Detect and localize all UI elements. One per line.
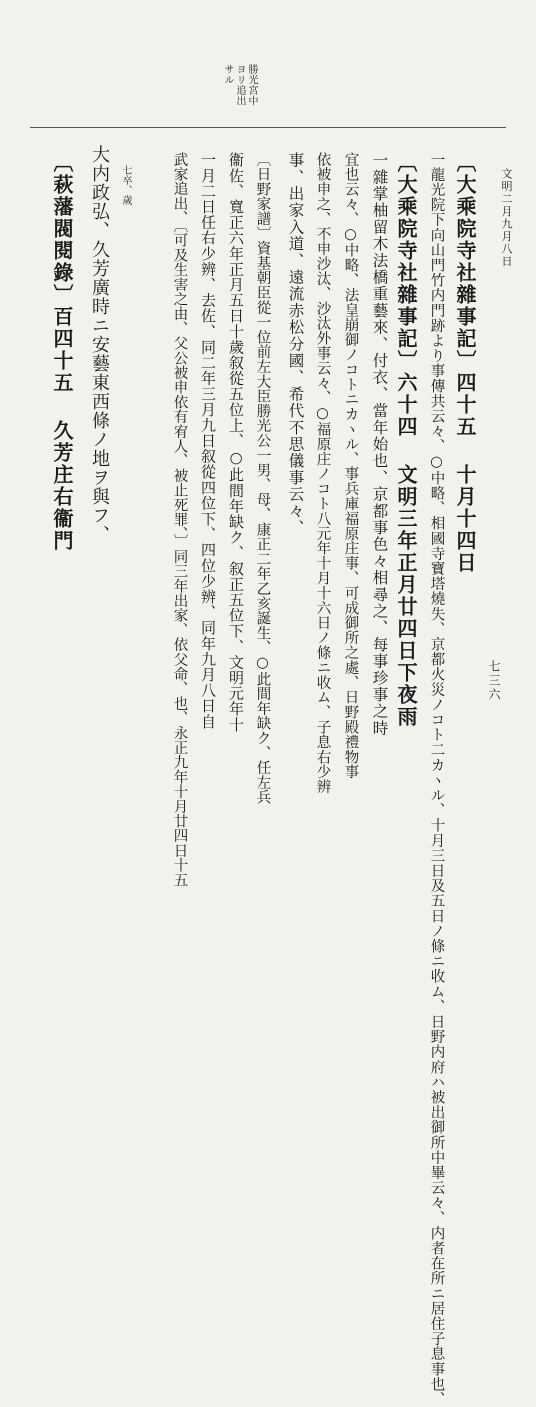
- text-column-2: 一龍光院下向山門竹内門跡より事傳共云々、○中略、相國寺寶塔燒失、京都火災ノコト二カヽル、十月三日及五日ノ條ニ收ム、日野内府ハ被出御所中畢云々、内者在所ニ居住子息事也、: [428, 152, 445, 1407]
- header-rule: [30, 127, 506, 128]
- head-note-line-1: 勝光宮中: [246, 64, 257, 106]
- source-title-2: 〔大乘院寺社雜事記〕六十四 文明三年正月廿四日下夜雨: [394, 152, 418, 728]
- text-column-11: 武家追出、〔可及生害之由、父公被申依有宥人、被止死罪、〕同三年出家、依父命、也、永正九年十月廿四日十五: [171, 152, 188, 888]
- header-date: 文明二月九月八日: [500, 168, 513, 268]
- head-note-line-2: ヨリ追出: [234, 64, 245, 106]
- text-column-5: 宜也云々、○中略、法皇崩御ノコトニカヽル、事兵庫福原庄事、可成御所之處、日野殿禮物事: [342, 152, 359, 780]
- text-column-10: 一月二日任右少辨、去佐、同二年三月九日叙從四位下、四位少辨、同年九月八日自: [199, 152, 217, 730]
- text-column-4: 一雜掌柚留木法橋重藝來、付衣、當年始也、京都事色々相尋之、每事珍事之時: [370, 152, 389, 737]
- text-column-9: 衞佐、寬正六年正月五日十歲叙從五位上、○此間年缺ク、叙正五位下、文明元年十: [227, 152, 245, 733]
- text-column-7: 事、出家入道、遠流赤松分國、希代不思儀事云々、: [286, 152, 305, 537]
- text-column-6: 依被申之、不申沙汰、沙汰外事云々、○福原庄ノコト八元年十月十六日ノ條ニ收ム、子息右少辨: [314, 152, 331, 795]
- head-note-line-3: サル: [222, 64, 233, 85]
- source-title-1: 〔大乘院寺社雜事記〕四十五 十月十四日: [453, 152, 477, 574]
- page-number: 七三六: [487, 660, 501, 702]
- source-title-3: 〔萩藩閥閱錄〕百四十五 久芳庄右衞門: [50, 152, 74, 552]
- entry-heading: 大内政弘、久芳廣時ニ安藝東西條ノ地ヲ與フ、: [89, 145, 110, 544]
- text-column-8: 〔日野家譜〕資基朝臣從一位前左大臣勝光公一男、母、康正二年乙亥誕生、○此間年缺ク、任左兵: [254, 152, 271, 805]
- text-column-12: 七卒、歲: [120, 165, 131, 205]
